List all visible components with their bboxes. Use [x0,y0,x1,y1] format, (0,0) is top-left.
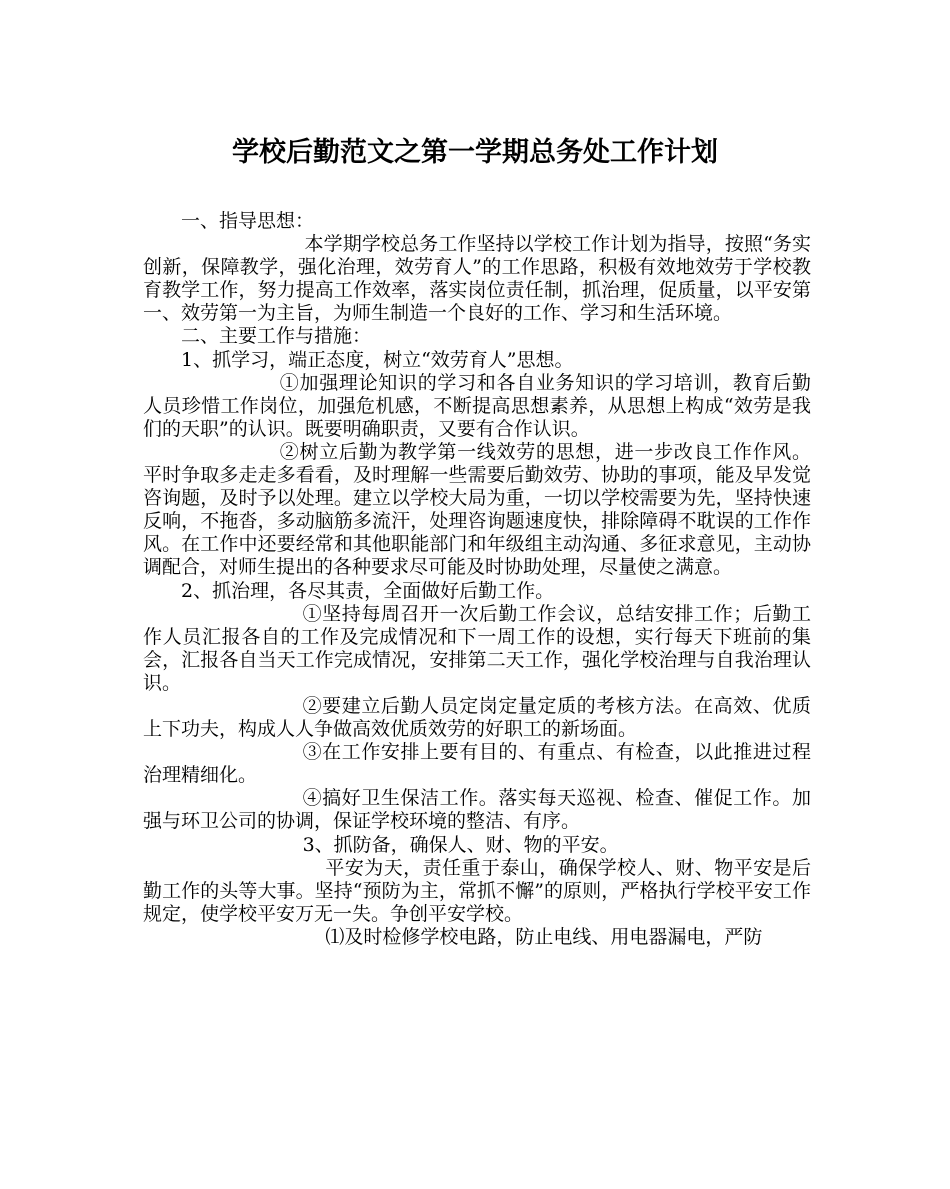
subheading-management: 2、抓治理，各尽其责，全面做好后勤工作。 [181,579,555,602]
subheading-study: 1、抓学习，端正态度，树立“效劳育人”思想。 [181,348,574,371]
document-body [143,210,811,949]
paragraph-guiding-ideology: 本学期学校总务工作坚持以学校工作计划为指导，按照“务实创新，保障教学，强化治理，效劳育人”的工作思路，积极有效地效劳于学校教育教学工作，努力提高工作效率，落实岗位责任制，抓治理，促质量，以平安第一、效劳第一为主旨，为师生制造一个良好的工作、学习和生活环境。 [143,233,811,325]
document-title: 学校后勤范文之第一学期总务处工作计划 [232,137,718,168]
paragraph-safety: 平安为天，责任重于泰山，确保学校人、财、物平安是后勤工作的头等大事。坚持“预防为主，常抓不懈”的原则，严格执行学校平安工作规定，使学校平安万无一失。争创平安学校。 [143,856,811,925]
paragraph-safety-item-1: ⑴及时检修学校电路，防止电线、用电器漏电，严防 [325,925,763,948]
paragraph-management-item-1: ①坚持每周召开一次后勤工作会议，总结安排工作；后勤工作人员汇报各自的工作及完成情况和下一周工作的设想，实行每天下班前的集会，汇报各自当天工作完成情况，安排第二天工作，强化学校治理与自我治理认识。 [143,602,811,694]
paragraph-study-item-2: ②树立后勤为教学第一线效劳的思想，进一步改良工作作风。平时争取多走走多看看，及时理解一些需要后勤效劳、协助的事项，能及早发觉咨询题，及时予以处理。建立以学校大局为重，一切以学校需要为先，坚持快速反响，不拖沓，多动脑筋多流汗，处理咨询题速度快，排除障碍不耽误的工作作风。在工作中还要经常和其他职能部门和年级组主动沟通、多征求意见，主动协调配合，对师生提出的各种要求尽可能及时协助处理，尽量使之满意。 [143,440,811,579]
section-heading-guiding-ideology: 一、指导思想： [181,210,315,232]
paragraph-management-item-4: ④搞好卫生保洁工作。落实每天巡视、检查、催促工作。加强与环卫公司的协调，保证学校环境的整洁、有序。 [143,787,811,833]
paragraph-management-item-3: ③在工作安排上要有目的、有重点、有检查，以此推进过程治理精细化。 [143,741,811,787]
section-heading-main-work: 二、主要工作与措施： [181,325,372,348]
subheading-safety: 3、抓防备，确保人、财、物的平安。 [302,833,619,856]
paragraph-management-item-2: ②要建立后勤人员定岗定量定质的考核方法。在高效、优质上下功夫，构成人人争做高效优质效劳的好职工的新场面。 [143,694,811,741]
paragraph-study-item-1: ①加强理论知识的学习和各自业务知识的学习培训，教育后勤人员珍惜工作岗位，加强危机感，不断提高思想素养，从思想上构成“效劳是我们的天职”的认识。既要明确职责，又要有合作认识。 [143,371,811,440]
